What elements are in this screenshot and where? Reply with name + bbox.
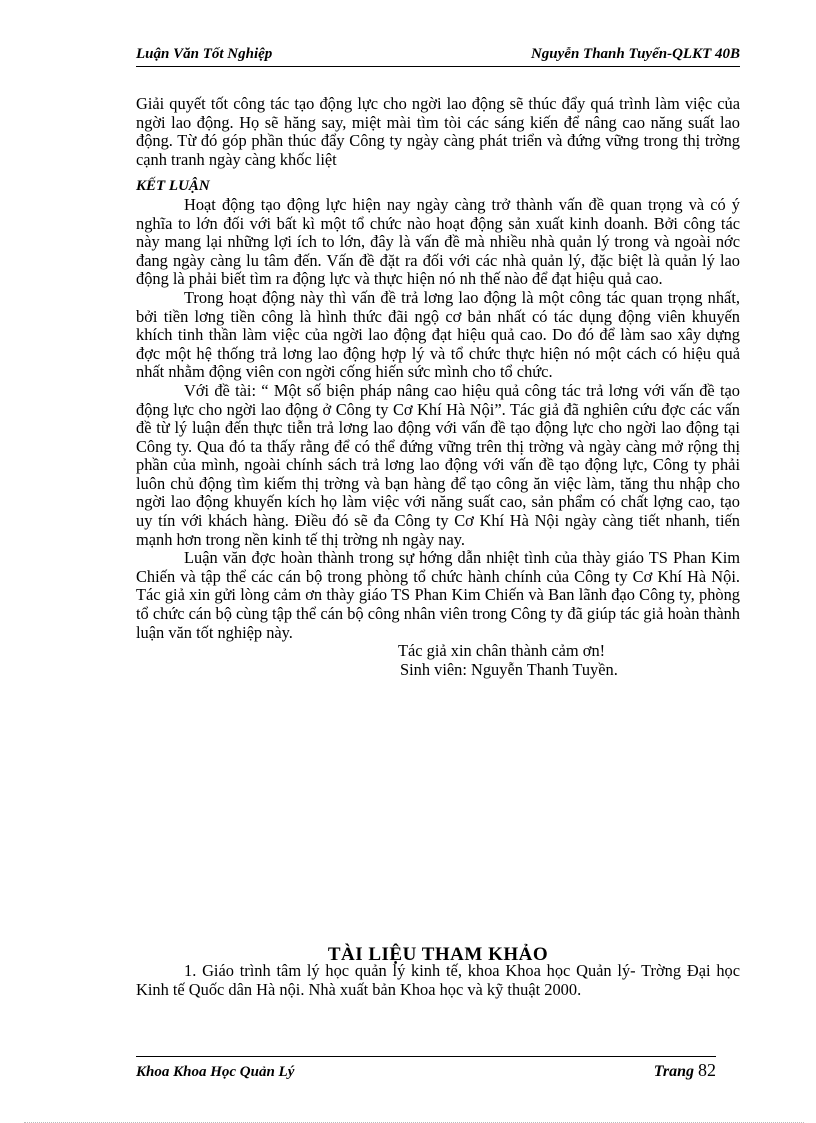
conclusion-paragraph-2: Trong hoạt động này thì vấn đề trả lơng lao động là một công tác quan trọng nhất, bởi tiền lơng tiền công là hình thức đãi ngộ cơ bản nhất có tác dụng động viên khuyến khích tinh thần làm việc của ngời lao động đạt hiệu quả cao. Do đó để làm sao xây dựng đợc một hệ thống trả lơng lao động hợp lý và tổ chức thực hiện nó một cách có hiệu quả nhất nhằm động viên con ngời cống hiến sức mình cho tổ chức. <box>136 287 740 382</box>
footer-faculty: Khoa Khoa Học Quản Lý <box>136 1064 295 1080</box>
reference-item: 1. Giáo trình tâm lý học quản lý kinh tế, khoa Khoa học Quản lý- Trờng Đại học Kinh tế Quốc dân Hà nội. Nhà xuất bản Khoa học và kỹ thuật 2000. <box>136 961 740 999</box>
intro-paragraph: Giải quyết tốt công tác tạo động lực cho ngời lao động sẽ thúc đẩy quá trình làm việc của ngời lao động. Họ sẽ hăng say, miệt mài tìm tòi các sáng kiến để nâng cao năng suất lao động. Từ đó góp phần thúc đẩy Công ty ngày càng phát triển và đứng vững trong thị trờng cạnh tranh ngày càng khốc liệt <box>136 94 740 169</box>
conclusion-paragraph-1: Hoạt động tạo động lực hiện nay ngày càng trở thành vấn đề quan trọng và có ý nghĩa to lớn đối với bất kì một tổ chức nào hoạt động sản xuất kinh doanh. Bởi công tác này mang lại những lợi ích to lớn, đây là vấn đề mà nhiều nhà quản lý trong và ngoài nớc đang ngày càng lu tâm đến. Vấn đề đặt ra đối với các nhà quản lý, đặc biệt là quản lý lao động là phải biết tìm ra động lực và thực hiện nó nh thế nào để đạt hiệu quả cao. <box>136 194 740 289</box>
page-header <box>136 46 740 67</box>
body-text <box>136 95 740 679</box>
conclusion-heading: KẾT LUẬN <box>136 178 210 195</box>
footer-rule <box>136 1056 716 1057</box>
conclusion-paragraph-3: Với đề tài: “ Một số biện pháp nâng cao hiệu quả công tác trả lơng với vấn đề tạo động lực cho ngời lao động ở Công ty Cơ Khí Hà Nội”. Tác giả đã nghiên cứu đợc các vấn đề từ lý luận đến thực tiễn trả lơng lao động với vấn đề tạo động lực cho ngời lao động tại Công ty. Qua đó ta thấy rằng để có thể đứng vững trên thị trờng và ngày càng mở rộng thị phần của mình, ngoài chính sách trả lơng lao động với vấn đề tạo động lực, Công ty phải luôn chủ động tìm kiếm thị trờng và bạn hàng để tạo công ăn việc làm, tăng thu nhập cho ngời lao động khuyến kích họ làm việc với năng suất cao, sản phẩm có chất lợng cao, tạo uy tín với khách hàng. Điều đó sẽ đa Công ty Cơ Khí Hà Nội ngày càng tiết nhanh, tiến mạnh hơn trong nền kinh tế thị trờng nh ngày nay. <box>136 380 740 549</box>
page-number: 82 <box>698 1060 716 1080</box>
header-thesis-title: Luận Văn Tốt Nghiệp <box>136 46 273 62</box>
thanks-line: Tác giả xin chân thành cảm ơn! <box>398 641 606 661</box>
header-author: Nguyễn Thanh Tuyển-QLKT 40B <box>530 46 740 62</box>
conclusion-paragraph-4: Luận văn đợc hoàn thành trong sự hớng dẫn nhiệt tình của thày giáo TS Phan Kim Chiến và tập thể các cán bộ trong phòng tổ chức hành chính của Công ty Cơ Khí Hà Nội. Tác giả xin gửi lòng cảm ơn thày giáo TS Phan Kim Chiến và Ban lãnh đạo Công ty, phòng tổ chức cán bộ cùng tập thể cán bộ công nhân viên trong Công ty đã giúp tác giả hoàn thành luận văn tốt nghiệp này. <box>136 548 740 642</box>
references-heading: TÀI LIỆU THAM KHẢO <box>327 944 549 965</box>
footer-page-label: Trang <box>653 1063 694 1080</box>
student-signature: Sinh viên: Nguyễn Thanh Tuyền. <box>400 659 618 679</box>
references-list <box>136 962 740 999</box>
footer-page <box>654 1060 716 1081</box>
